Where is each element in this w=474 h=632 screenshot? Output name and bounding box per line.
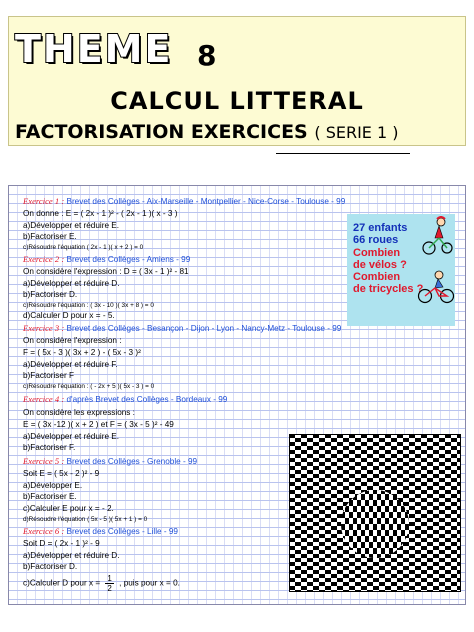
exercise-line: E = ( 3x -12 )( x + 2 ) et F = ( 3x - 5 )² - 49: [23, 420, 174, 429]
page-title: CALCUL LITTERAL: [110, 87, 364, 115]
exercise-line: a)Développer et réduire F.: [23, 360, 118, 369]
exercise-line: On donne : E = ( 2x - 1 )² - ( 2x - 1 )( x - 3 ): [23, 209, 178, 218]
riddle-line-wheels: 66 roues: [353, 234, 399, 246]
exercise-line: Soit E = ( 5x - 2 )² - 9: [23, 469, 100, 478]
exercise-line: b)Factoriser E.: [23, 492, 77, 501]
fraction-prefix: c)Calculer D pour x =: [23, 578, 103, 588]
exercise-line: a)Développer et réduire E.: [23, 432, 120, 441]
theme-word: THEME: [15, 27, 173, 71]
riddle-line-q1a: Combien: [353, 247, 401, 259]
header-banner: [8, 16, 466, 146]
exercise-line: On considère les expressions :: [23, 408, 135, 417]
exercise-line: c)Résoudre l'équation : ( 3x - 10 )( 3x + 8 ) = 0: [23, 302, 154, 309]
exercise-source: Brevet des Collèges - Grenoble - 99: [66, 457, 198, 466]
bicycle-rider-icon: [417, 270, 455, 304]
exercise-1-heading: [23, 196, 345, 207]
fraction-denominator: 2: [107, 584, 112, 593]
tricycle-rider-icon: [419, 216, 455, 256]
exercise-line: a)Développer et réduire D.: [23, 551, 120, 560]
exercise-source: Brevet des Collèges - Besançon - Dijon - Lyon - Nancy-Metz - Toulouse - 99: [66, 324, 342, 333]
theme-number: 8: [197, 39, 217, 72]
exercise-source: Brevet des Collèges - Aix-Marseille - Montpellier - Nice-Corse - Toulouse - 99: [66, 197, 346, 206]
exercise-line: b)Factoriser F.: [23, 443, 76, 452]
exercise-line: a)Développer et réduire D.: [23, 279, 120, 288]
exercise-3-heading: [23, 323, 341, 334]
exercise-6-heading: [23, 526, 178, 537]
exercise-label: Exercice 4 :: [23, 394, 65, 404]
exercise-line: b)Factoriser D.: [23, 562, 78, 571]
worksheet: [8, 185, 466, 605]
exercise-line: On considère l'expression : D = ( 3x - 1 )² - 81: [23, 267, 189, 276]
riddle-picture: [347, 214, 455, 326]
exercise-5-heading: [23, 456, 197, 467]
header-underline: [276, 153, 410, 154]
riddle-line-q2a: Combien: [353, 271, 401, 283]
exercise-label: Exercice 1 :: [23, 196, 65, 206]
fraction-numerator: 1: [107, 574, 112, 583]
exercise-label: Exercice 2 :: [23, 254, 65, 264]
exercise-line: d)Calculer D pour x = - 5.: [23, 311, 115, 320]
exercise-line-fraction: [23, 574, 180, 593]
fraction: [105, 574, 113, 593]
exercise-2-heading: [23, 254, 190, 265]
exercise-line: b)Factoriser F: [23, 371, 74, 380]
exercise-line: Soit D = ( 2x - 1 )² - 9: [23, 539, 100, 548]
exercise-line: c)Calculer E pour x = - 2.: [23, 504, 114, 513]
fraction-suffix: , puis pour x = 0.: [119, 578, 180, 588]
exercise-label: Exercice 5 :: [23, 456, 65, 466]
exercise-line: F = ( 5x - 3 )( 3x + 2 ) - ( 5x - 3 )²: [23, 348, 141, 357]
exercise-4-heading: [23, 394, 227, 405]
exercise-label: Exercice 3 :: [23, 323, 65, 333]
page-subtitle: [15, 121, 399, 143]
exercise-source: d'après Brevet des Collèges - Bordeaux - 99: [66, 395, 228, 404]
exercise-line: c)Résoudre l'équation : ( - 2x + 5 )( 5x - 3 ) = 0: [23, 383, 155, 390]
riddle-line-q2b: de tricycles ?: [353, 283, 424, 295]
exercise-label: Exercice 6 :: [23, 526, 65, 536]
exercise-source: Brevet des Collèges - Amiens - 99: [66, 255, 191, 264]
serie-label: ( SERIE 1 ): [314, 123, 399, 142]
exercise-line: b)Factoriser D.: [23, 290, 78, 299]
exercise-source: Brevet des Collèges - Lille - 99: [66, 527, 178, 536]
exercise-line: d)Résoudre l'équation ( 5x - 5 )( 5x + 1 ) = 0: [23, 516, 148, 523]
exercise-line: c)Résoudre l'équation ( 2x - 1 )( x + 2 ) = 0: [23, 244, 144, 251]
exercise-line: On considère l'expression :: [23, 336, 122, 345]
exercise-line: b)Factoriser E.: [23, 232, 77, 241]
optical-illusion-image: [289, 434, 461, 592]
exercise-line: a)Développer et réduire E.: [23, 221, 120, 230]
subtitle-text: FACTORISATION EXERCICES: [15, 121, 308, 143]
riddle-line-q1b: de vélos ?: [353, 259, 407, 271]
exercise-line: a)Développer E.: [23, 481, 83, 490]
riddle-line-children: 27 enfants: [353, 222, 408, 234]
